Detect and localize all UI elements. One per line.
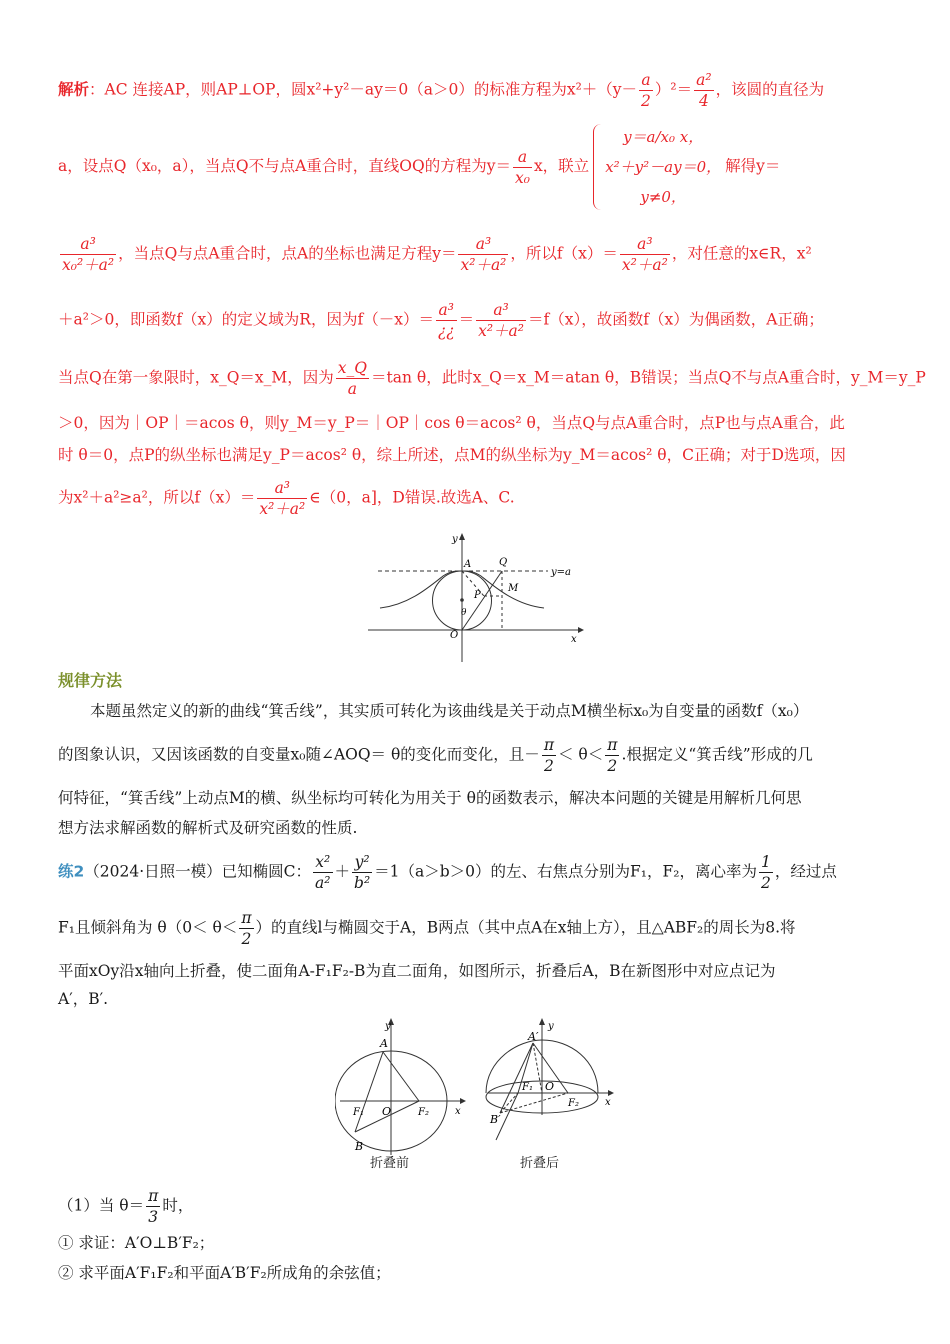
label-x: x xyxy=(605,1097,611,1108)
label-x: x xyxy=(571,634,577,645)
fraction: $\frac{\pi}{2}$ xyxy=(241,909,252,948)
line-oq xyxy=(462,571,502,630)
label-y: y xyxy=(548,1021,554,1032)
solution-line-6: ＞0，因为｜OP｜＝acos θ，则y_M＝y_P＝｜OP｜cos θ＝acos² θ，当点Q与点A重合时，点P也与点A重合，此 xyxy=(58,414,845,432)
solution-line-3: $\frac{\text{a³}}{\text{x₀²＋a²}}$ ，当点Q与点A重合时，点A的坐标也满足方程y＝ $\frac{\text{a³}}{\text{x²＋a²}}$ ，所以f（x）＝ $\frac{\text{a³}}{\text{x²＋a²}}$ ，对任意的x∈R，x² xyxy=(62,235,812,274)
exercise-line-3: 平面xOy沿x轴向上折叠，使二面角A-F₁F₂-B为直二面角，如图所示，折叠后A，B在新图形中对应点记为 xyxy=(58,962,776,980)
method-paragraph-4: 想方法求解函数的解析式及研究函数的性质. xyxy=(58,819,358,837)
label-theta: θ xyxy=(461,608,467,618)
agnesi-figure xyxy=(368,530,588,665)
label-o: O xyxy=(545,1080,555,1093)
caption-after: 折叠后 xyxy=(520,1156,560,1171)
caption-before: 折叠前 xyxy=(370,1156,410,1171)
solution-line-8: 为x²＋a²≥a²，所以f（x）＝ $\frac{\text{a³}}{\text{x²＋a²}}$ ∈（0，a]，D错误.故选A、C. xyxy=(58,479,515,518)
fraction: $\frac{\pi}{2}$ xyxy=(607,736,618,775)
equation-system: y＝a/x₀ x， x²＋y²－ay＝0， y≠0， xyxy=(593,122,721,212)
label-f1: F₁ xyxy=(522,1082,533,1093)
label-m: M xyxy=(508,583,519,594)
fraction: $\frac{\text{a³}}{\text{x²＋a²}}$ xyxy=(621,235,668,274)
method-paragraph-3: 何特征，“箕舌线”上动点M的横、纵坐标均可转化为用关于 θ的函数表示，解决本问题的关键是用解析几何思 xyxy=(58,789,802,807)
line-a-o xyxy=(533,1043,542,1093)
method-heading: 规律方法 xyxy=(58,671,123,690)
label-p: P xyxy=(474,590,481,601)
fraction: $\frac{a}{2}$ xyxy=(641,71,651,110)
exercise-line-2: F₁且倾斜角为 θ（0＜ θ＜ $\frac{\pi}{2}$ ）的直线l与椭圆交于A，B两点（其中点A在x轴上方），且△ABF₂的周长为8.将 xyxy=(58,909,796,948)
method-paragraph-1: 本题虽然定义的新的曲线“箕舌线”，其实质可转化为该曲线是关于动点M横坐标x₀为自变量的函数f（x₀） xyxy=(90,702,809,720)
label-a: A xyxy=(464,559,472,570)
label-b: B xyxy=(355,1140,364,1153)
fraction: $\frac{\text{a³}}{¿¿}$ xyxy=(437,301,455,340)
label-x: x xyxy=(455,1106,461,1117)
solution-line-2: a，设点Q（x₀，a），当点Q不与点A重合时，直线OQ的方程为y＝ $\frac{a}{\text{x₀}}$ x，联立 y＝a/x₀ x， x²＋y²－ay＝0， y≠0， 解得y＝ xyxy=(58,122,892,212)
exercise-line-1: 练2（2024·日照一模）已知椭圆C： $\frac{\text{x²}}{\text{a²}}$ ＋ $\frac{\text{y²}}{\text{b²}}$ ＝1（a＞b＞0）的左、右焦点分别为F₁，F₂，离心率为 $\frac{1}{2}$ ，经过点 xyxy=(58,853,837,892)
fraction: $\frac{\text{x²}}{\text{a²}}$ xyxy=(315,853,331,892)
fraction: $\frac{\pi}{2}$ xyxy=(543,736,554,775)
solution-label: 解析 xyxy=(58,79,90,99)
solution-line-1: 解析：AC 连接AP，则AP⊥OP，圆x²+y²－ay＝0（a＞0）的标准方程为x²＋（y－ $\frac{a}{2}$ ）²＝ $\frac{\text{a²}}{4}$ ，该圆的直径为 xyxy=(58,71,825,110)
fraction: $\frac{\text{a³}}{\text{x²＋a²}}$ xyxy=(259,479,306,518)
solution-line-5: 当点Q在第一象限时，x_Q＝x_M，因为 $\frac{x\_Q}{a}$ ＝tan θ，此时x_Q＝x_M＝atan θ，B错误；当点Q不与点A重合时，y_M＝y_P xyxy=(58,359,926,398)
label-a: A xyxy=(380,1037,388,1050)
line-af2 xyxy=(383,1052,419,1101)
label-f1: F₁ xyxy=(353,1107,364,1118)
label-f2: F₂ xyxy=(418,1107,429,1118)
label-o: O xyxy=(450,630,459,641)
fraction: $\frac{\text{y²}}{\text{b²}}$ xyxy=(354,853,371,892)
fraction: $\frac{\text{a³}}{\text{x₀²＋a²}}$ xyxy=(62,235,115,274)
fraction: $\frac{a}{\text{x₀}}$ xyxy=(514,147,530,187)
fraction: $\frac{\text{a³}}{\text{x²＋a²}}$ xyxy=(478,301,525,340)
method-paragraph-2: 的图象认识，又因该函数的自变量x₀随∠AOQ＝ θ的变化而变化，且－ $\frac{\pi}{2}$ ＜ θ＜ $\frac{\pi}{2}$ .根据定义“箕舌线”形成的几 xyxy=(58,736,813,775)
label-q: Q xyxy=(499,557,508,568)
line-a-b xyxy=(500,1043,533,1113)
part-1-item-2: ② 求平面A′F₁F₂和平面A′B′F₂所成角的余弦值； xyxy=(58,1264,391,1282)
exercise-tag: 练2 xyxy=(58,862,85,881)
label-a-prime: A′ xyxy=(528,1030,539,1043)
label-y: y xyxy=(452,534,458,545)
part-1-line: （1）当 θ＝ $\frac{\pi}{3}$ 时， xyxy=(58,1187,194,1226)
fraction: $\frac{x\_Q}{a}$ xyxy=(337,359,367,398)
fraction: $\frac{1}{2}$ xyxy=(760,853,771,892)
label-f2: F₂ xyxy=(568,1098,579,1109)
label-o: O xyxy=(382,1105,392,1118)
part-1-item-1: ① 求证：A′O⊥B′F₂； xyxy=(58,1234,215,1252)
fraction: $\frac{\pi}{3}$ xyxy=(148,1187,159,1226)
solution-line-7: 时 θ＝0，点P的纵坐标也满足y_P＝acos² θ，综上所述，点M的纵坐标为y_M＝acos² θ，C正确；对于D选项，因 xyxy=(58,446,846,464)
label-b-prime: B′ xyxy=(490,1113,501,1126)
fraction: $\frac{\text{a²}}{4}$ xyxy=(696,71,712,110)
fraction: $\frac{\text{a³}}{\text{x²＋a²}}$ xyxy=(460,235,507,274)
label-y: y xyxy=(385,1021,391,1032)
solution-line-4: ＋a²＞0，即函数f（x）的定义域为R，因为f（－x）＝ $\frac{\text{a³}}{¿¿}$ ＝ $\frac{\text{a³}}{\text{x²＋a²}}$ ＝f（x），故函数f（x）为偶函数，A正确； xyxy=(58,301,824,340)
exercise-line-4: A′，B′. xyxy=(58,990,109,1008)
center-dot xyxy=(460,598,464,602)
label-y-equals-a: y=a xyxy=(551,567,571,578)
